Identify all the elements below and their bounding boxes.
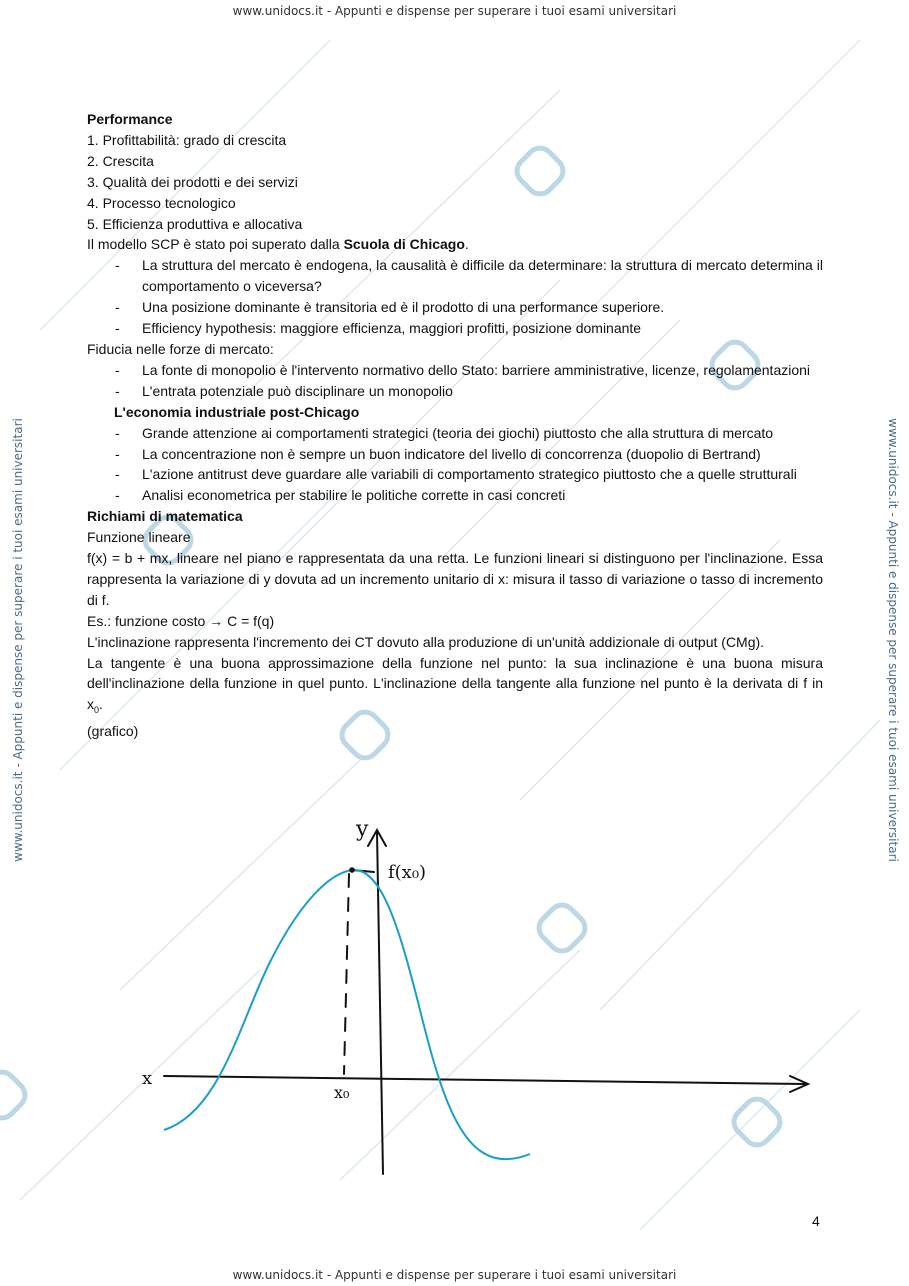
x-axis bbox=[164, 1076, 806, 1084]
post-chicago-bullet: - Grande attenzione ai comportamenti strategici (teoria dei giochi) piuttosto che alla struttura di mercato bbox=[115, 424, 774, 441]
post-chicago-bullet: - L'azione antitrust deve guardare alle variabili di comportamento strategico piuttosto che a quelle strutturali bbox=[115, 466, 797, 483]
performance-item: 4. Processo tecnologico bbox=[87, 194, 236, 211]
page-content bbox=[87, 109, 823, 742]
performance-item: 5. Efficienza produttiva e allocativa bbox=[87, 215, 303, 232]
slope-paragraph: L'inclinazione rappresenta l'incremento dei CT dovuto alla produzione di un'unità addizionale di output (CMg). bbox=[87, 633, 765, 650]
y-axis-label: y bbox=[356, 817, 369, 842]
page-number: 4 bbox=[812, 1213, 820, 1229]
x-axis-label: x bbox=[142, 1068, 153, 1089]
x-zero-subscript: 0 bbox=[94, 705, 100, 716]
x0-dashed-line bbox=[344, 874, 349, 1074]
chicago-bullet: - La struttura del mercato è endogena, la causalità è difficile da determinare: la struttura di mercato determina il comportamento o viceversa? bbox=[115, 257, 823, 295]
fx0-label: f(x₀) bbox=[388, 862, 427, 883]
performance-heading: Performance bbox=[87, 111, 173, 127]
chicago-bullet: - Efficiency hypothesis: maggiore efficienza, maggiori profitti, posizione dominante bbox=[115, 320, 642, 337]
post-chicago-bullet: - La concentrazione non è sempre un buon indicatore del livello di concorrenza (duopolio di Bertrand) bbox=[115, 445, 761, 462]
performance-item: 2. Crescita bbox=[87, 152, 154, 169]
cost-function-example: Es.: funzione costo → C = f(q) bbox=[87, 612, 275, 629]
linear-function-paragraph: f(x) = b + mx, lineare nel piano e rappresentata da una retta. Le funzioni lineari si distinguono per l'inclinazione. Essa rappresenta la variazione di y dovuta ad un incremento unitario di x: misura il tasso di variazione o tasso di incremento di f. bbox=[87, 550, 823, 608]
chicago-bullet: - Una posizione dominante è transitoria ed è il prodotto di una performance superiore. bbox=[115, 299, 665, 316]
market-trust-label: Fiducia nelle forze di mercato: bbox=[87, 340, 274, 357]
math-heading: Richiami di matematica bbox=[87, 508, 243, 525]
right-side-watermark: www.unidocs.it - Appunti e dispense per superare i tuoi esami universitari bbox=[886, 418, 900, 862]
header-watermark: www.unidocs.it - Appunti e dispense per superare i tuoi esami universitari bbox=[232, 4, 677, 18]
chicago-intro bbox=[87, 234, 823, 255]
graph-caption: (grafico) bbox=[87, 723, 139, 740]
chicago-school-name: Scuola di Chicago bbox=[343, 236, 465, 253]
market-trust-bullet: - L'entrata potenziale può disciplinare un monopolio bbox=[115, 382, 453, 399]
post-chicago-bullet: - Analisi econometrica per stabilire le politiche corrette in casi concreti bbox=[115, 487, 566, 504]
linear-function-subheading: Funzione lineare bbox=[87, 529, 191, 546]
market-trust-bullet: - La fonte di monopolio è l'intervento normativo dello Stato: barriere amministrative, licenze, regolamentazioni bbox=[115, 361, 811, 378]
x0-label: x₀ bbox=[334, 1083, 350, 1102]
function-curve bbox=[164, 870, 530, 1159]
chicago-intro-text: Il modello SCP è stato poi superato dalla bbox=[87, 236, 344, 253]
post-chicago-heading: L'economia industriale post-Chicago bbox=[114, 403, 360, 420]
y-axis bbox=[377, 832, 383, 1174]
function-sketch bbox=[130, 812, 820, 1182]
chicago-intro-end: . bbox=[464, 236, 469, 253]
max-point bbox=[349, 867, 355, 873]
performance-item: 3. Qualità dei prodotti e dei servizi bbox=[87, 173, 298, 190]
left-side-watermark: www.unidocs.it - Appunti e dispense per superare i tuoi esami universitari bbox=[11, 418, 25, 862]
performance-item: 1. Profittabilità: grado di crescita bbox=[87, 131, 287, 148]
tangent-paragraph: La tangente è una buona approssimazione della funzione nel punto: la sua inclinazione è una buona misura dell'inclinazione della funzione in quel punto. L'inclinazione della tangente alla funzione nel punto è la derivata di f in $x_0$. bbox=[87, 654, 823, 716]
footer-watermark: www.unidocs.it - Appunti e dispense per superare i tuoi esami universitari bbox=[232, 1268, 677, 1282]
